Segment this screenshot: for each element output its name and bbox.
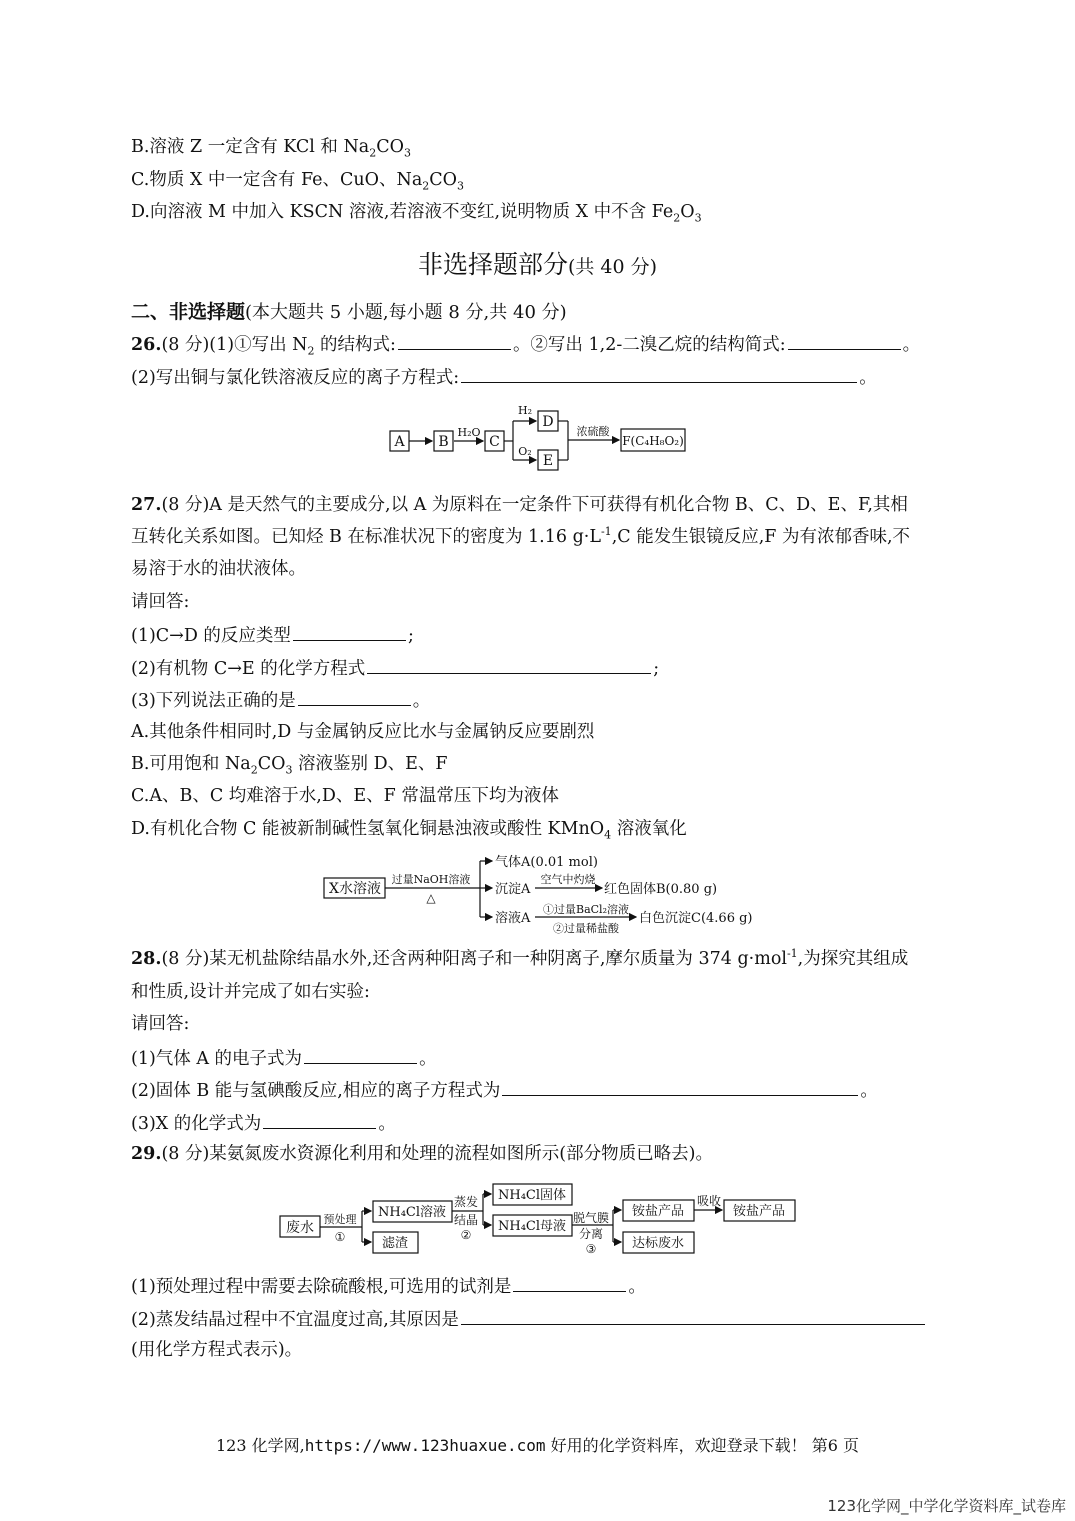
node-clean-water: 达标废水 xyxy=(631,1236,685,1251)
label-step1: ① xyxy=(334,1230,346,1244)
node-gas-a: 气体A(0.01 mol) xyxy=(495,855,598,870)
node-d: D xyxy=(542,414,554,430)
option-25-b: B.溶液 Z 一定含有 KCl 和 $Na_2CO_3$ xyxy=(131,137,411,160)
q29-part3: (用化学方程式表示)。 xyxy=(131,1340,303,1360)
q28-part3: (3)X 的化学式为 。 xyxy=(131,1110,396,1136)
watermark: 123化学网_中学化学资料库_试卷库 xyxy=(827,1497,1066,1515)
label-naoh: 过量NaOH溶液 xyxy=(391,873,471,886)
wastewater-flow-diagram xyxy=(276,1180,801,1260)
part2-heading: 二、非选择题(本大题共 5 小题,每小题 8 分,共 40 分) xyxy=(131,301,567,323)
node-x-solution: X水溶液 xyxy=(329,881,381,897)
q27-option-c: C.A、B、C 均难溶于水,D、E、F 常温常压下均为液体 xyxy=(131,786,559,806)
answer-blank[interactable] xyxy=(293,622,406,641)
label-pretreat: 预处理 xyxy=(323,1213,357,1226)
q29-part2: (2)蒸发结晶过程中不宜温度过高,其原因是 xyxy=(131,1306,927,1332)
node-solution-a: 溶液A xyxy=(495,911,531,926)
salt-analysis-diagram xyxy=(320,848,760,938)
answer-blank[interactable] xyxy=(398,331,511,350)
q27-line3: 易溶于水的油状液体。 xyxy=(131,559,306,579)
q28-line1: 28.(8 分)某无机盐除结晶水外,还含两种阳离子和一种阴离子,摩尔质量为 374 g·mol$^{-1}$,为探究其组成 xyxy=(131,947,909,969)
label-h2o: H₂O xyxy=(457,426,481,439)
q28-part1: (1)气体 A 的电子式为 。 xyxy=(131,1045,437,1071)
option-25-c: C.物质 X 中一定含有 Fe、CuO、$Na_2CO_3$ xyxy=(131,170,465,193)
q27-line1: 27.(8 分)A 是天然气的主要成分,以 A 为原料在一定条件下可获得有机化合物 B、C、D、E、F,其相 xyxy=(131,495,908,515)
label-absorb: 吸收 xyxy=(696,1194,722,1208)
q29-part1: (1)预处理过程中需要去除硫酸根,可选用的试剂是 。 xyxy=(131,1273,646,1299)
node-residue: 滤渣 xyxy=(381,1236,409,1251)
q26-line1: 26.(8 分)(1)①写出 $N_2$ 的结构式: 。②写出 1,2-二溴乙烷的结构简式: 。 xyxy=(131,331,920,357)
answer-blank[interactable] xyxy=(263,1110,376,1129)
label-membrane: 脱气膜 xyxy=(572,1211,610,1225)
label-acid: 浓硫酸 xyxy=(576,425,610,438)
q27-ask: 请回答: xyxy=(131,592,190,612)
node-wastewater: 废水 xyxy=(286,1220,314,1236)
q27-line2: 互转化关系如图。已知烃 B 在标准状况下的密度为 1.16 $g\cdot L^{-1},C$ 能发生银镜反应,F 为有浓郁香味,不 xyxy=(131,525,911,547)
node-ppt-c: 白色沉淀C(4.66 g) xyxy=(639,911,753,926)
answer-blank[interactable] xyxy=(367,655,651,674)
q27-part2: (2)有机物 C→E 的化学方程式 ; xyxy=(131,655,659,681)
answer-blank[interactable] xyxy=(502,1077,858,1096)
node-e: E xyxy=(542,453,554,469)
label-step2: ② xyxy=(460,1228,472,1242)
label-heat: △ xyxy=(426,891,436,905)
answer-blank[interactable] xyxy=(298,687,411,706)
answer-blank[interactable] xyxy=(461,1306,925,1325)
q27-option-b: B.可用饱和 $Na_2CO_3$ 溶液鉴别 D、E、F xyxy=(131,754,448,777)
label-separate: 分离 xyxy=(578,1227,604,1241)
node-c: C xyxy=(489,434,500,450)
page-footer: 123 化学网,https://www.123huaxue.com 好用的化学资料库，欢迎登录下载！ 第6 页 xyxy=(216,1436,859,1455)
answer-blank[interactable] xyxy=(304,1045,417,1064)
organic-conversion-diagram xyxy=(385,402,690,474)
label-crystallize: 结晶 xyxy=(453,1213,479,1227)
q27-option-a: A.其他条件相同时,D 与金属钠反应比水与金属钠反应要剧烈 xyxy=(131,722,595,742)
node-solid-b: 红色固体B(0.80 g) xyxy=(604,882,718,897)
node-b: B xyxy=(438,434,449,450)
label-step3: ③ xyxy=(585,1242,597,1256)
node-nh4cl-solution: NH₄Cl溶液 xyxy=(377,1205,447,1220)
label-o2: O₂ xyxy=(518,445,532,458)
q28-ask: 请回答: xyxy=(131,1014,190,1034)
q27-part3: (3)下列说法正确的是 。 xyxy=(131,687,430,713)
label-hcl: ②过量稀盐酸 xyxy=(553,922,619,935)
answer-blank[interactable] xyxy=(513,1273,626,1292)
node-ppt-a: 沉淀A xyxy=(495,882,531,897)
section-title: 非选择题部分(共 40 分) xyxy=(417,250,658,279)
answer-blank[interactable] xyxy=(461,364,857,383)
q27-part1: (1)C→D 的反应类型 ; xyxy=(131,622,414,648)
node-ammonium-product-1: 铵盐产品 xyxy=(631,1204,685,1219)
footer-link[interactable]: https://www.123huaxue.com xyxy=(304,1436,546,1455)
q26-line2: (2)写出铜与氯化铁溶液反应的离子方程式: 。 xyxy=(131,364,877,390)
label-burn: 空气中灼烧 xyxy=(540,873,596,886)
label-evaporate: 蒸发 xyxy=(453,1195,479,1209)
q28-part2: (2)固体 B 能与氢碘酸反应,相应的离子方程式为 。 xyxy=(131,1077,878,1103)
option-25-d: D.向溶液 M 中加入 KSCN 溶液,若溶液不变红,说明物质 X 中不含 $Fe_2O_3$ xyxy=(131,202,702,225)
node-f: F(C₄H₈O₂) xyxy=(622,434,684,448)
answer-blank[interactable] xyxy=(788,331,901,350)
label-bacl2: ①过量BaCl₂溶液 xyxy=(543,903,629,916)
label-h2: H₂ xyxy=(517,404,533,417)
node-a: A xyxy=(394,434,405,450)
node-ammonium-product-2: 铵盐产品 xyxy=(732,1204,786,1219)
q29-line1: 29.(8 分)某氨氮废水资源化利用和处理的流程如图所示(部分物质已略去)。 xyxy=(131,1144,713,1164)
q27-option-d: D.有机化合物 C 能被新制碱性氢氧化铜悬浊液或酸性 KMnO$_4$ 溶液氧化 xyxy=(131,819,687,842)
q28-line2: 和性质,设计并完成了如右实验: xyxy=(131,982,370,1002)
node-mother-liquor: NH₄Cl母液 xyxy=(497,1219,567,1234)
node-nh4cl-solid: NH₄Cl固体 xyxy=(497,1188,567,1203)
